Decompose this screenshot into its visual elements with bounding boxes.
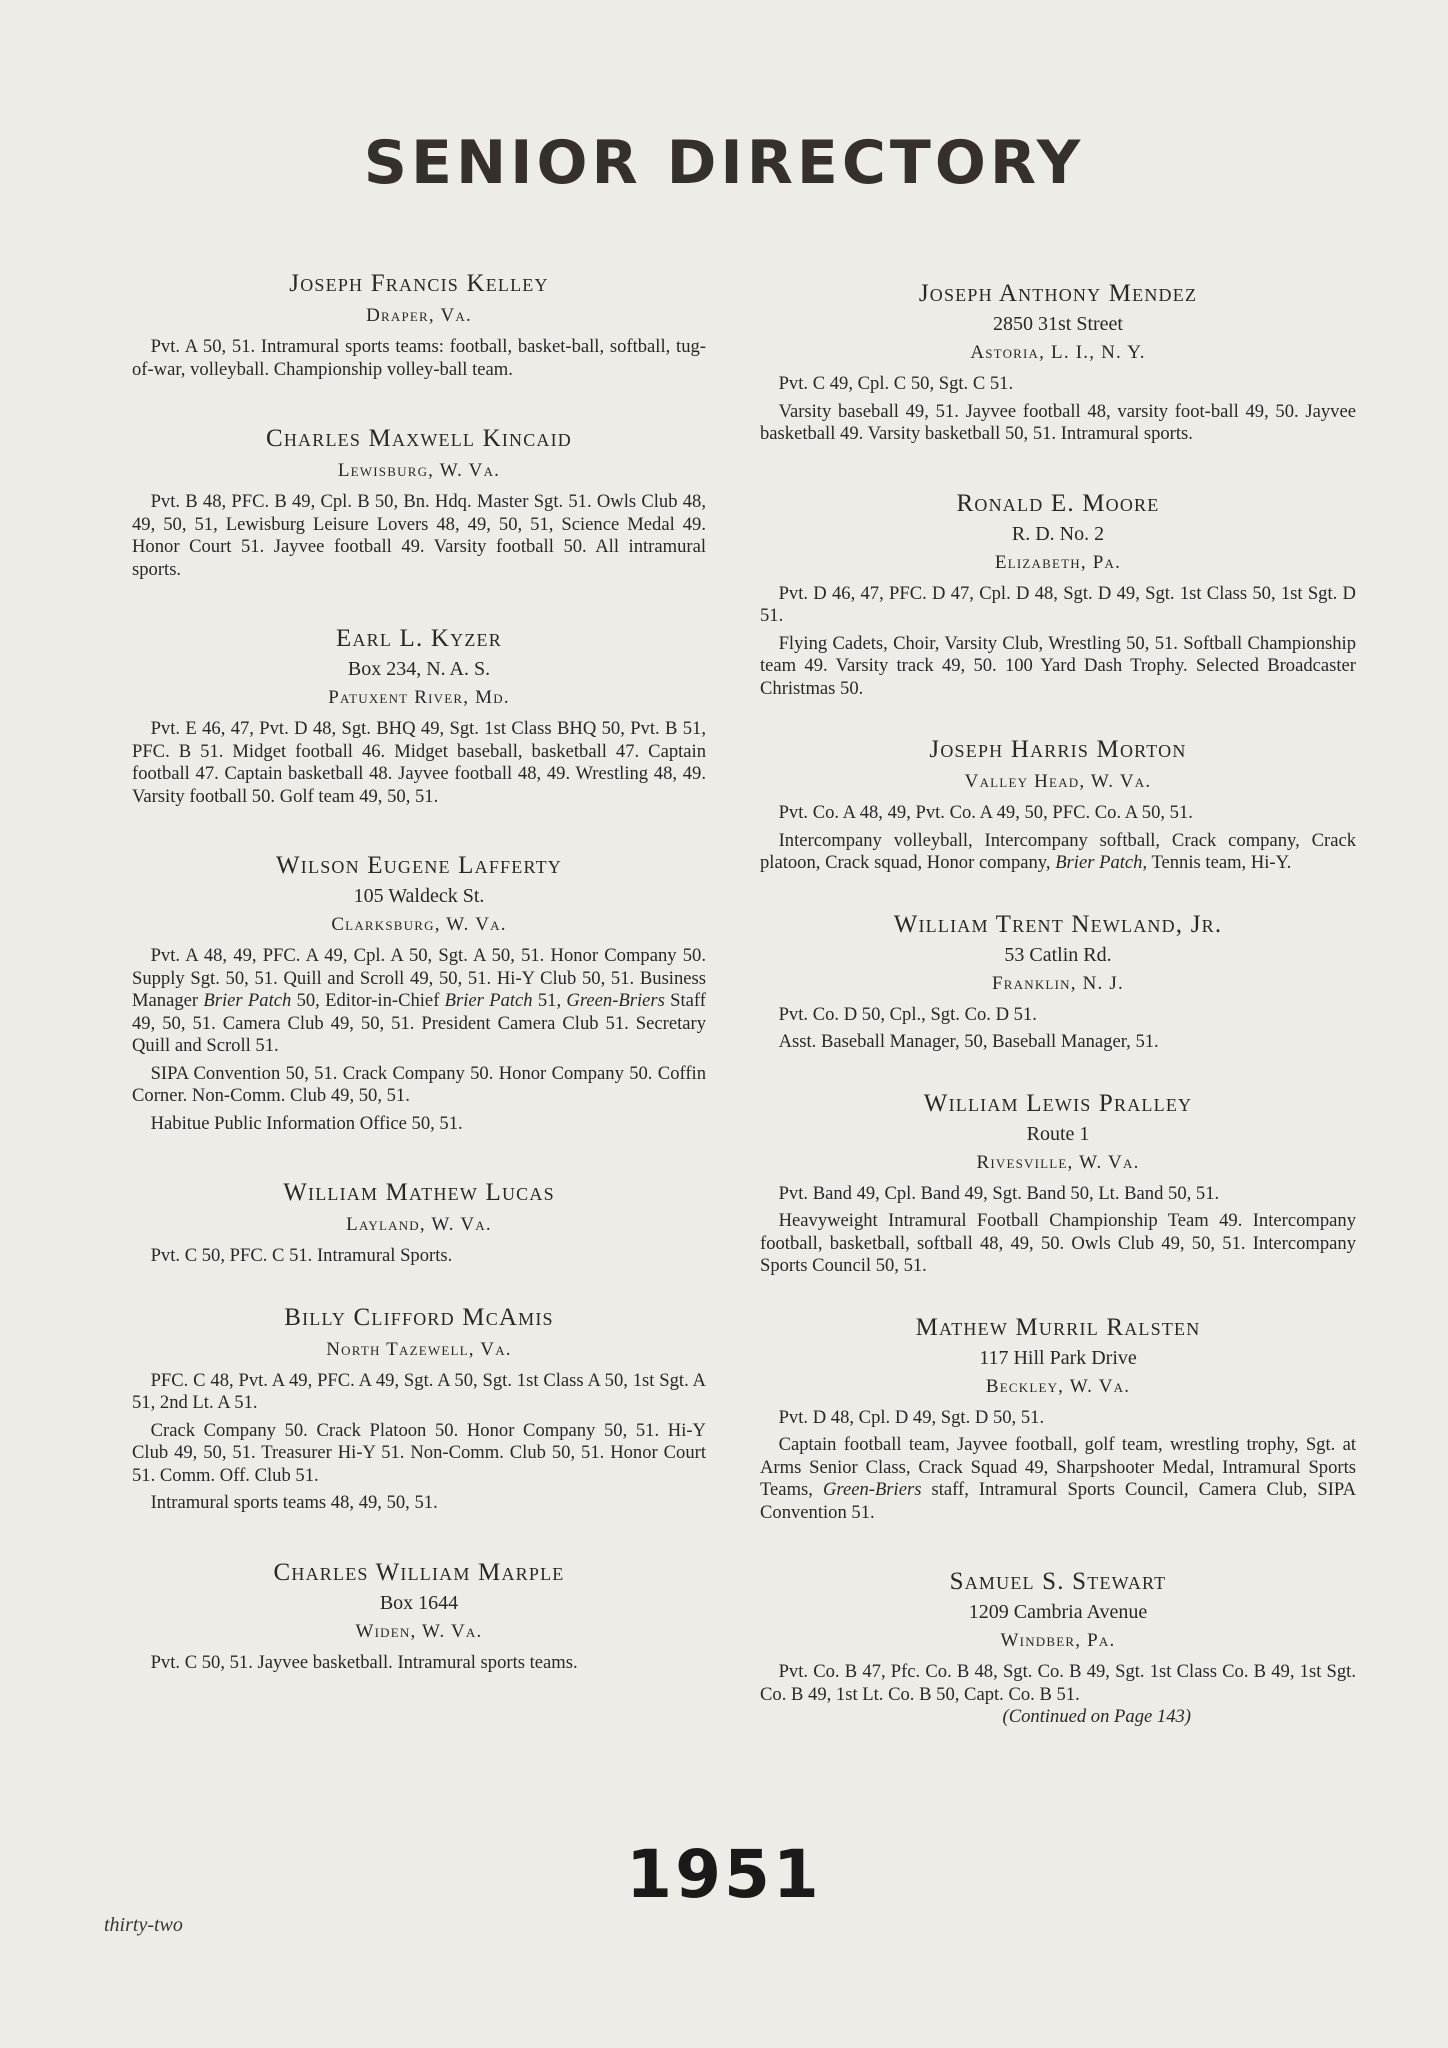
- entry-text: Pvt. A 50, 51. Intramural sports teams: football, basket-ball, softball, tug-of-war, volleyball. Championship volley-ball team.: [132, 336, 706, 380]
- entry-name: Charles William Marple: [273, 1558, 565, 1586]
- entry-text: SIPA Convention 50, 51. Crack Company 50. Honor Company 50. Coffin Corner. Non-Comm. Club 49, 50, 51.: [132, 1062, 706, 1106]
- entry-name: Earl L. Kyzer: [336, 625, 502, 652]
- entry-address: 105 Waldeck St.: [353, 885, 485, 907]
- directory-entry: [132, 852, 706, 1135]
- entry-name: Joseph Anthony Mendez: [918, 280, 1198, 307]
- continued-note: (Continued on Page 143): [1002, 1706, 1191, 1727]
- entry-text: Flying Cadets, Choir, Varsity Club, Wrestling 50, 51. Softball Championship team 49. Varsity track 49, 50. 100 Yard Dash Trophy. Selected Broadcaster Christmas 50.: [760, 632, 1356, 699]
- entry-place: Clarksburg, W. Va.: [331, 914, 507, 935]
- entry-name: William Trent Newland, Jr.: [893, 910, 1223, 938]
- entry-name: Billy Clifford McAmis: [284, 1303, 554, 1331]
- entry-text: Varsity baseball 49, 51. Jayvee football 48, varsity foot-ball 49, 50. Jayvee basketball 49. Varsity basketball 50, 51. Intramural sports.: [760, 400, 1356, 444]
- left-column: [132, 270, 706, 1674]
- entry-text: Heavyweight Intramural Football Championship Team 49. Intercompany football, basketball, softball 48, 49, 50. Owls Club 49, 50, 51. Intercompany Sports Council 50, 51.: [760, 1210, 1356, 1276]
- entry-name: Joseph Francis Kelley: [289, 270, 549, 297]
- entry-place: Layland, W. Va.: [346, 1214, 492, 1235]
- directory-entry: [760, 1568, 1356, 1729]
- entry-address: 1209 Cambria Avenue: [968, 1601, 1148, 1623]
- entry-text: Pvt. E 46, 47, Pvt. D 48, Sgt. BHQ 49, Sgt. 1st Class BHQ 50, Pvt. B 51, PFC. B 51. Midget football 46. Midget baseball, basketball 47. Captain football 47. Captain basketball 48. Jayvee football 48, 49. Wrestling 48, 49. Varsity football 50. Golf team 49, 50, 51.: [132, 718, 706, 807]
- directory-entry: [760, 1314, 1356, 1525]
- entry-text: Captain football team, Jayvee football, golf team, wrestling trophy, Sgt. at Arms Senior Class, Crack Squad 49, Sharpshooter Medal, Intramural Sports Teams, Green-Briers staff, Intramural Sports Council, Camera Club, SIPA Convention 51.: [760, 1434, 1356, 1523]
- entry-name: William Mathew Lucas: [283, 1179, 555, 1206]
- entry-place: Rivesville, W. Va.: [976, 1151, 1140, 1173]
- entry-name: Joseph Harris Morton: [929, 736, 1187, 763]
- entry-place: Astoria, L. I., N. Y.: [970, 342, 1146, 363]
- entry-text: Intramural sports teams 48, 49, 50, 51.: [150, 1492, 438, 1513]
- entry-text: Asst. Baseball Manager, 50, Baseball Manager, 51.: [778, 1031, 1159, 1052]
- entry-text: Pvt. C 50, 51. Jayvee basketball. Intramural sports teams.: [150, 1651, 578, 1673]
- entry-place: Lewisburg, W. Va.: [337, 460, 501, 481]
- entry-name: Charles Maxwell Kincaid: [265, 425, 573, 452]
- entry-name: Mathew Murril Ralsten: [915, 1313, 1201, 1341]
- entry-text: Crack Company 50. Crack Platoon 50. Honor Company 50, 51. Hi-Y Club 49, 50, 51. Treasurer Hi-Y 51. Non-Comm. Club 50, 51. Honor Court 51. Comm. Off. Club 51.: [132, 1419, 706, 1486]
- entry-address: 117 Hill Park Drive: [979, 1346, 1137, 1369]
- page-title: SENIOR DIRECTORY: [363, 128, 1085, 198]
- directory-entry: [760, 1090, 1356, 1278]
- entry-address: R. D. No. 2: [1011, 522, 1105, 545]
- entry-name: Wilson Eugene Lafferty: [276, 852, 562, 879]
- entry-address: Box 234, N. A. S.: [347, 658, 491, 680]
- entry-name: William Lewis Pralley: [923, 1089, 1193, 1117]
- entry-place: Beckley, W. Va.: [985, 1375, 1131, 1397]
- entry-address: Route 1: [1026, 1122, 1090, 1145]
- entry-text: Pvt. Co. A 48, 49, Pvt. Co. A 49, 50, PFC. Co. A 50, 51.: [778, 802, 1193, 823]
- entry-text: Pvt. Co. D 50, Cpl., Sgt. Co. D 51.: [778, 1003, 1037, 1025]
- directory-entry: [132, 1304, 706, 1515]
- page-number: thirty-two: [104, 1914, 183, 1936]
- entry-text: PFC. C 48, Pvt. A 49, PFC. A 49, Sgt. A 50, Sgt. 1st Class A 50, 1st Sgt. A 51, 2nd Lt. A 51.: [132, 1369, 706, 1413]
- directory-entry: [760, 490, 1356, 701]
- entry-text: Pvt. A 48, 49, PFC. A 49, Cpl. A 50, Sgt. A 50, 51. Honor Company 50. Supply Sgt. 50, 51. Quill and Scroll 49, 50, 51. Hi-Y Club 50, 51. Business Manager Brier Patch 50, Editor-in-Chief Brier Patch 51, Green-Briers Staff 49, 50, 51. Camera Club 49, 50, 51. President Camera Club 51. Secretary Quill and Scroll 51.: [132, 945, 706, 1056]
- directory-entry: [132, 425, 706, 581]
- directory-entry: [132, 1179, 706, 1268]
- entry-place: Windber, Pa.: [1000, 1630, 1116, 1651]
- right-column: [760, 280, 1356, 1729]
- entry-place: Widen, W. Va.: [355, 1620, 483, 1642]
- entry-name: Ronald E. Moore: [956, 489, 1160, 517]
- entry-text: Pvt. Co. B 47, Pfc. Co. B 48, Sgt. Co. B 49, Sgt. 1st Class Co. B 49, 1st Sgt. Co. B 49, 1st Lt. Co. B 50, Capt. Co. B 51.: [760, 1661, 1356, 1705]
- directory-entry: [132, 625, 706, 808]
- directory-entry: [132, 270, 706, 381]
- entry-address: 53 Catlin Rd.: [1004, 943, 1112, 966]
- directory-entry: [132, 1559, 706, 1675]
- entry-text: Pvt. C 49, Cpl. C 50, Sgt. C 51.: [778, 373, 1014, 394]
- entry-text: Pvt. Band 49, Cpl. Band 49, Sgt. Band 50, Lt. Band 50, 51.: [778, 1182, 1220, 1204]
- entry-text: Pvt. B 48, PFC. B 49, Cpl. B 50, Bn. Hdq. Master Sgt. 51. Owls Club 48, 49, 50, 51, Lewisburg Leisure Lovers 48, 49, 50, 51, Science Medal 49. Honor Court 51. Jayvee football 49. Varsity football 50. All intramural sports.: [132, 491, 706, 580]
- entry-text: Intercompany volleyball, Intercompany softball, Crack company, Crack platoon, Crack squad, Honor company, Brier Patch, Tennis team, Hi-Y.: [760, 829, 1356, 873]
- entry-text: Pvt. C 50, PFC. C 51. Intramural Sports.: [150, 1245, 453, 1266]
- directory-entry: [760, 280, 1356, 446]
- entry-name: Samuel S. Stewart: [949, 1568, 1167, 1595]
- year-footer: 1951: [626, 1836, 822, 1913]
- directory-entry: [760, 911, 1356, 1054]
- entry-place: Franklin, N. J.: [992, 972, 1124, 994]
- entry-place: North Tazewell, Va.: [326, 1338, 512, 1360]
- entry-text: Habitue Public Information Office 50, 51.: [150, 1112, 463, 1134]
- entry-text: Pvt. D 48, Cpl. D 49, Sgt. D 50, 51.: [778, 1406, 1045, 1428]
- entry-text: Pvt. D 46, 47, PFC. D 47, Cpl. D 48, Sgt. D 49, Sgt. 1st Class 50, 1st Sgt. D 51.: [760, 582, 1356, 626]
- directory-entry: [760, 736, 1356, 875]
- entry-place: Elizabeth, Pa.: [994, 551, 1122, 573]
- entry-address: Box 1644: [379, 1591, 459, 1614]
- entry-place: Valley Head, W. Va.: [964, 771, 1152, 792]
- entry-place: Draper, Va.: [366, 305, 472, 326]
- entry-address: 2850 31st Street: [993, 313, 1123, 335]
- entry-place: Patuxent River, Md.: [328, 687, 510, 708]
